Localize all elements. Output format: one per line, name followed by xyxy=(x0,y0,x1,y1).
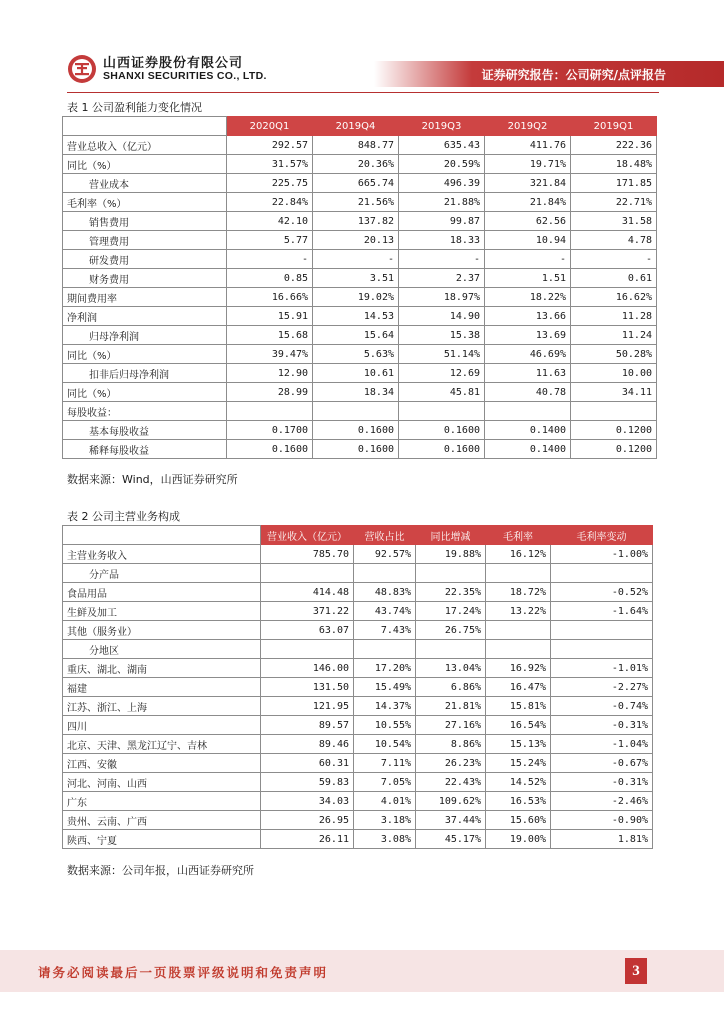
table-cell: 13.04% xyxy=(416,659,486,678)
table-cell: 26.75% xyxy=(416,621,486,640)
table-row xyxy=(63,136,657,155)
table-cell: 19.71% xyxy=(485,155,571,174)
table-cell: 18.72% xyxy=(486,583,551,602)
row-label: 净利润 xyxy=(63,307,227,326)
table-row xyxy=(63,830,653,849)
table-cell: 0.1700 xyxy=(227,421,313,440)
table-cell: 3.18% xyxy=(354,811,416,830)
table-row xyxy=(63,307,657,326)
table-cell: 6.86% xyxy=(416,678,486,697)
row-label: 研发费用 xyxy=(63,250,227,269)
table-cell: 45.81 xyxy=(399,383,485,402)
table-cell: 411.76 xyxy=(485,136,571,155)
table-cell: 14.90 xyxy=(399,307,485,326)
table-row xyxy=(63,421,657,440)
row-label: 归母净利润 xyxy=(63,326,227,345)
table-cell xyxy=(313,402,399,421)
table-row xyxy=(63,583,653,602)
company-name-cn: 山西证券股份有限公司 xyxy=(103,56,244,71)
table-cell: 18.33 xyxy=(399,231,485,250)
row-label: 分产品 xyxy=(63,564,261,583)
table2-title: 表 2 公司主营业务构成 xyxy=(67,510,180,523)
row-label: 同比（%） xyxy=(63,155,227,174)
table-cell: 13.22% xyxy=(486,602,551,621)
table-cell: 146.00 xyxy=(261,659,354,678)
table-cell: 18.97% xyxy=(399,288,485,307)
business-composition-table xyxy=(62,525,653,849)
table-cell: 19.88% xyxy=(416,545,486,564)
table-cell: 99.87 xyxy=(399,212,485,231)
row-label: 期间费用率 xyxy=(63,288,227,307)
table-row xyxy=(63,545,653,564)
table-cell: 15.49% xyxy=(354,678,416,697)
table-row xyxy=(63,716,653,735)
row-label: 扣非后归母净利润 xyxy=(63,364,227,383)
table-cell: 28.99 xyxy=(227,383,313,402)
table-cell: 222.36 xyxy=(571,136,657,155)
table-cell: 20.36% xyxy=(313,155,399,174)
table-cell: 0.1400 xyxy=(485,440,571,459)
table-cell: 10.61 xyxy=(313,364,399,383)
table-cell: 18.22% xyxy=(485,288,571,307)
table-row xyxy=(63,754,653,773)
table-cell: 3.51 xyxy=(313,269,399,288)
table-row xyxy=(63,345,657,364)
table-cell xyxy=(416,640,486,659)
table-cell: 11.63 xyxy=(485,364,571,383)
row-label: 主营业务收入 xyxy=(63,545,261,564)
footer xyxy=(0,950,724,992)
table-row xyxy=(63,383,657,402)
table-cell: 59.83 xyxy=(261,773,354,792)
table-cell: 1.81% xyxy=(551,830,653,849)
table-cell: 0.85 xyxy=(227,269,313,288)
table-cell: 19.02% xyxy=(313,288,399,307)
table-row xyxy=(63,640,653,659)
table-cell: 89.57 xyxy=(261,716,354,735)
table-cell: 371.22 xyxy=(261,602,354,621)
table-cell: 46.69% xyxy=(485,345,571,364)
row-label: 营业成本 xyxy=(63,174,227,193)
table-cell: 21.88% xyxy=(399,193,485,212)
row-label: 营业总收入（亿元） xyxy=(63,136,227,155)
table-cell: 7.05% xyxy=(354,773,416,792)
table-cell: 63.07 xyxy=(261,621,354,640)
column-header: 营收占比 xyxy=(354,526,416,545)
table-cell: 131.50 xyxy=(261,678,354,697)
table-cell: 62.56 xyxy=(485,212,571,231)
table1-title: 表 1 公司盈利能力变化情况 xyxy=(67,101,202,114)
company-name-en: SHANXI SECURITIES CO., LTD. xyxy=(103,70,267,82)
column-header: 毛利率变动 xyxy=(551,526,653,545)
table-cell: -1.64% xyxy=(551,602,653,621)
table-row xyxy=(63,678,653,697)
table-cell: 414.48 xyxy=(261,583,354,602)
table-row xyxy=(63,773,653,792)
table-cell: 89.46 xyxy=(261,735,354,754)
column-header: 2020Q1 xyxy=(227,117,313,136)
table-cell: -0.31% xyxy=(551,716,653,735)
row-label: 食品用品 xyxy=(63,583,261,602)
table-cell: 50.28% xyxy=(571,345,657,364)
table-cell xyxy=(354,564,416,583)
table-cell: 225.75 xyxy=(227,174,313,193)
table-cell: 11.28 xyxy=(571,307,657,326)
table-cell: 0.61 xyxy=(571,269,657,288)
row-label: 基本每股收益 xyxy=(63,421,227,440)
company-logo xyxy=(67,54,97,84)
table-row xyxy=(63,602,653,621)
column-header: 2019Q4 xyxy=(313,117,399,136)
logo-emblem-icon xyxy=(67,54,97,84)
row-label: 同比（%） xyxy=(63,383,227,402)
row-label: 同比（%） xyxy=(63,345,227,364)
table-cell: 16.53% xyxy=(486,792,551,811)
page-number: 3 xyxy=(625,958,647,984)
table-cell: 13.66 xyxy=(485,307,571,326)
table-cell: -1.04% xyxy=(551,735,653,754)
table1-source: 数据来源：Wind，山西证券研究所 xyxy=(67,473,238,486)
table-cell: -0.31% xyxy=(551,773,653,792)
row-label: 每股收益： xyxy=(63,402,227,421)
header-divider xyxy=(67,92,659,93)
table-cell: 5.77 xyxy=(227,231,313,250)
table-cell: 26.95 xyxy=(261,811,354,830)
table-cell: 34.03 xyxy=(261,792,354,811)
table-cell xyxy=(551,621,653,640)
table-header-row xyxy=(63,117,657,136)
table-cell: 665.74 xyxy=(313,174,399,193)
row-label: 销售费用 xyxy=(63,212,227,231)
table-cell: 635.43 xyxy=(399,136,485,155)
table-row xyxy=(63,402,657,421)
row-label: 江西、安徽 xyxy=(63,754,261,773)
table-cell: 0.1200 xyxy=(571,421,657,440)
table-cell: 15.38 xyxy=(399,326,485,345)
column-header: 同比增减 xyxy=(416,526,486,545)
row-label: 稀释每股收益 xyxy=(63,440,227,459)
table-cell: 12.90 xyxy=(227,364,313,383)
table-cell: 42.10 xyxy=(227,212,313,231)
table-cell: 15.13% xyxy=(486,735,551,754)
table-cell: 31.57% xyxy=(227,155,313,174)
row-label: 分地区 xyxy=(63,640,261,659)
column-header: 毛利率 xyxy=(486,526,551,545)
table-cell: 20.59% xyxy=(399,155,485,174)
row-label: 河北、河南、山西 xyxy=(63,773,261,792)
table-cell xyxy=(416,564,486,583)
table-row xyxy=(63,364,657,383)
table-cell: 15.60% xyxy=(486,811,551,830)
column-header: 2019Q3 xyxy=(399,117,485,136)
table2-source: 数据来源：公司年报，山西证券研究所 xyxy=(67,864,254,877)
profitability-table xyxy=(62,116,657,459)
table-cell: 15.91 xyxy=(227,307,313,326)
row-label: 生鲜及加工 xyxy=(63,602,261,621)
table-cell: 18.48% xyxy=(571,155,657,174)
table-row xyxy=(63,440,657,459)
table-cell xyxy=(227,402,313,421)
table-row xyxy=(63,288,657,307)
table-cell: 22.35% xyxy=(416,583,486,602)
table-cell: - xyxy=(485,250,571,269)
row-label: 财务费用 xyxy=(63,269,227,288)
row-label: 管理费用 xyxy=(63,231,227,250)
table-cell: 10.94 xyxy=(485,231,571,250)
table-cell: 17.24% xyxy=(416,602,486,621)
table-cell: -0.74% xyxy=(551,697,653,716)
table-cell xyxy=(551,564,653,583)
table-cell xyxy=(486,621,551,640)
row-label: 贵州、云南、广西 xyxy=(63,811,261,830)
table-row xyxy=(63,155,657,174)
table-cell: 45.17% xyxy=(416,830,486,849)
table-cell: -0.52% xyxy=(551,583,653,602)
table-cell: 0.1600 xyxy=(313,440,399,459)
header-corner-cell xyxy=(63,526,261,545)
table-cell: 0.1600 xyxy=(399,421,485,440)
table-cell xyxy=(486,640,551,659)
table-cell: -0.90% xyxy=(551,811,653,830)
table-cell: 121.95 xyxy=(261,697,354,716)
table-cell: -1.00% xyxy=(551,545,653,564)
table-cell: 7.43% xyxy=(354,621,416,640)
table-cell: 3.08% xyxy=(354,830,416,849)
table-cell: 8.86% xyxy=(416,735,486,754)
row-label: 福建 xyxy=(63,678,261,697)
table-cell: 13.69 xyxy=(485,326,571,345)
table-cell: 5.63% xyxy=(313,345,399,364)
table-row xyxy=(63,326,657,345)
table-cell: 0.1600 xyxy=(227,440,313,459)
table-cell: 26.23% xyxy=(416,754,486,773)
table-cell: 848.77 xyxy=(313,136,399,155)
table-cell: - xyxy=(399,250,485,269)
table-cell: 14.53 xyxy=(313,307,399,326)
table-cell: - xyxy=(571,250,657,269)
table-cell: 92.57% xyxy=(354,545,416,564)
table-cell: -2.27% xyxy=(551,678,653,697)
table-cell: 17.20% xyxy=(354,659,416,678)
table-cell: 11.24 xyxy=(571,326,657,345)
table-cell: 1.51 xyxy=(485,269,571,288)
table-cell: 43.74% xyxy=(354,602,416,621)
table-cell: -0.67% xyxy=(551,754,653,773)
table-cell: 51.14% xyxy=(399,345,485,364)
table-cell: 15.81% xyxy=(486,697,551,716)
header-corner-cell xyxy=(63,117,227,136)
report-type: 证券研究报告：公司研究/点评报告 xyxy=(481,68,666,82)
table-cell: 14.52% xyxy=(486,773,551,792)
table-header-row xyxy=(63,526,653,545)
table-cell: 22.71% xyxy=(571,193,657,212)
row-label: 重庆、湖北、湖南 xyxy=(63,659,261,678)
table-cell: 109.62% xyxy=(416,792,486,811)
table-row xyxy=(63,193,657,212)
table-cell: 15.68 xyxy=(227,326,313,345)
table-cell: 15.64 xyxy=(313,326,399,345)
table-cell: 31.58 xyxy=(571,212,657,231)
table-cell: -1.01% xyxy=(551,659,653,678)
table-cell: 16.92% xyxy=(486,659,551,678)
table-cell: 16.62% xyxy=(571,288,657,307)
table-row xyxy=(63,792,653,811)
table-cell: 292.57 xyxy=(227,136,313,155)
table-cell: 0.1600 xyxy=(313,421,399,440)
table-cell: -2.46% xyxy=(551,792,653,811)
row-label: 四川 xyxy=(63,716,261,735)
table-cell: 14.37% xyxy=(354,697,416,716)
table-cell xyxy=(261,640,354,659)
table-cell xyxy=(485,402,571,421)
table-cell: 785.70 xyxy=(261,545,354,564)
table-cell: 27.16% xyxy=(416,716,486,735)
column-header: 2019Q2 xyxy=(485,117,571,136)
table-cell: 496.39 xyxy=(399,174,485,193)
table-cell xyxy=(354,640,416,659)
table-row xyxy=(63,269,657,288)
row-label: 毛利率（%） xyxy=(63,193,227,212)
table-cell: 16.54% xyxy=(486,716,551,735)
table-cell: 7.11% xyxy=(354,754,416,773)
table-cell: 34.11 xyxy=(571,383,657,402)
table-cell: 60.31 xyxy=(261,754,354,773)
table-cell: 0.1600 xyxy=(399,440,485,459)
table-cell: 21.81% xyxy=(416,697,486,716)
row-label: 其他（服务业） xyxy=(63,621,261,640)
table-cell: 16.66% xyxy=(227,288,313,307)
column-header: 2019Q1 xyxy=(571,117,657,136)
table-cell: 22.43% xyxy=(416,773,486,792)
table-cell: 12.69 xyxy=(399,364,485,383)
table-cell: 37.44% xyxy=(416,811,486,830)
table-cell: 321.84 xyxy=(485,174,571,193)
table-cell: 19.00% xyxy=(486,830,551,849)
table-row xyxy=(63,250,657,269)
table-row xyxy=(63,811,653,830)
table-cell xyxy=(571,402,657,421)
row-label: 广东 xyxy=(63,792,261,811)
table-row xyxy=(63,621,653,640)
table-cell: 16.12% xyxy=(486,545,551,564)
table-cell: 21.84% xyxy=(485,193,571,212)
table-cell: 0.1400 xyxy=(485,421,571,440)
table-cell: 15.24% xyxy=(486,754,551,773)
table-cell: 18.34 xyxy=(313,383,399,402)
row-label: 北京、天津、黑龙江辽宁、吉林 xyxy=(63,735,261,754)
row-label: 陕西、宁夏 xyxy=(63,830,261,849)
disclaimer-text: 请务必阅读最后一页股票评级说明和免责声明 xyxy=(38,965,329,980)
table-cell: 2.37 xyxy=(399,269,485,288)
table-cell: - xyxy=(227,250,313,269)
table-cell: 10.55% xyxy=(354,716,416,735)
report-type-banner xyxy=(374,61,724,87)
table-row xyxy=(63,564,653,583)
table-cell: 171.85 xyxy=(571,174,657,193)
row-label: 江苏、浙江、上海 xyxy=(63,697,261,716)
table-cell: 39.47% xyxy=(227,345,313,364)
table-cell: 22.84% xyxy=(227,193,313,212)
table-cell: 10.54% xyxy=(354,735,416,754)
table-cell: 4.78 xyxy=(571,231,657,250)
table-cell: 16.47% xyxy=(486,678,551,697)
table-row xyxy=(63,697,653,716)
table-row xyxy=(63,735,653,754)
table-cell: 10.00 xyxy=(571,364,657,383)
table-cell: 137.82 xyxy=(313,212,399,231)
table-cell: 26.11 xyxy=(261,830,354,849)
table-cell xyxy=(551,640,653,659)
table-cell: 0.1200 xyxy=(571,440,657,459)
table-cell: 40.78 xyxy=(485,383,571,402)
table-row xyxy=(63,231,657,250)
table-cell xyxy=(261,564,354,583)
table-row xyxy=(63,212,657,231)
table-cell: - xyxy=(313,250,399,269)
table-cell: 48.83% xyxy=(354,583,416,602)
table-row xyxy=(63,659,653,678)
table-cell: 4.01% xyxy=(354,792,416,811)
table-cell xyxy=(486,564,551,583)
table-cell: 20.13 xyxy=(313,231,399,250)
column-header: 营业收入（亿元） xyxy=(261,526,354,545)
table-cell xyxy=(399,402,485,421)
table-cell: 21.56% xyxy=(313,193,399,212)
table-row xyxy=(63,174,657,193)
